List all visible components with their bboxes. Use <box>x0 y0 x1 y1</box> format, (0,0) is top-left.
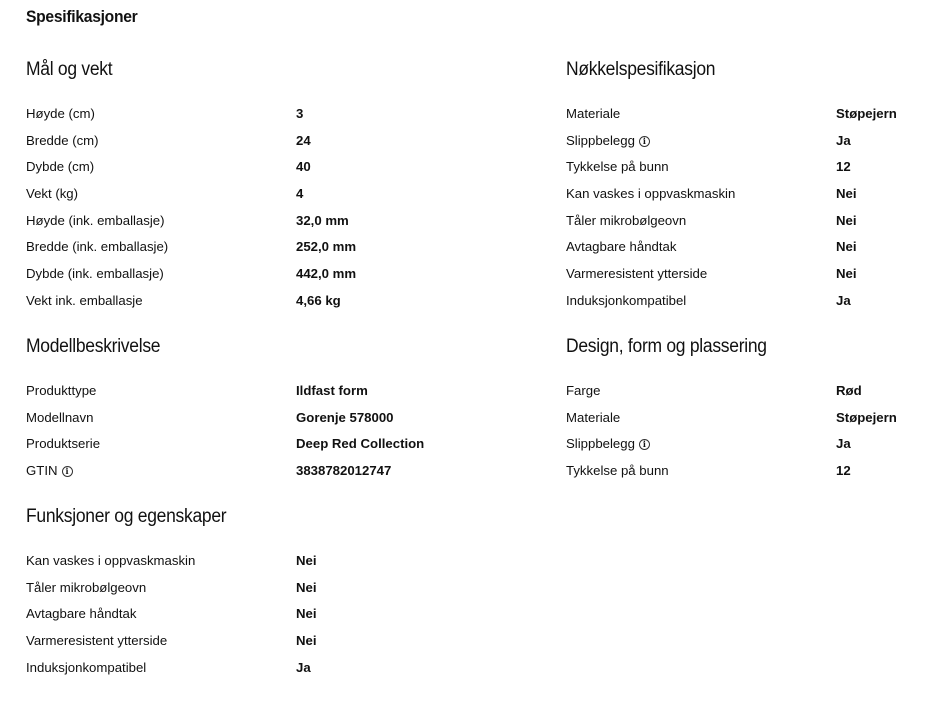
section-title: Design, form og plassering <box>566 336 767 357</box>
spec-value: Støpejern <box>836 106 897 121</box>
spec-row <box>566 265 936 292</box>
info-icon[interactable]: i <box>639 439 650 450</box>
spec-label: Kan vaskes i oppvaskmaskin <box>26 553 196 568</box>
section-title: Modellbeskrivelse <box>26 336 161 357</box>
spec-value: Nei <box>836 186 857 202</box>
spec-label: Tykkelse på bunn <box>566 463 669 479</box>
spec-value: 32,0 mm <box>296 212 349 228</box>
spec-row <box>566 238 936 265</box>
spec-label: Produktserie <box>26 436 101 452</box>
spec-value: 252,0 mm <box>296 239 357 255</box>
spec-row <box>26 292 396 319</box>
spec-value: Nei <box>296 606 317 622</box>
spec-label: Induksjonkompatibel <box>566 292 687 308</box>
spec-label: Vekt (kg) <box>26 186 79 202</box>
spec-row <box>26 238 396 265</box>
spec-row <box>566 409 936 436</box>
spec-value: Nei <box>296 553 317 568</box>
spec-row <box>26 185 396 212</box>
spec-label: Høyde (ink. emballasje) <box>26 212 165 228</box>
spec-label: Bredde (cm) <box>26 132 99 148</box>
spec-row <box>26 552 396 579</box>
spec-row <box>566 382 936 409</box>
spec-row <box>26 632 396 659</box>
spec-row <box>566 158 936 185</box>
spec-label: GTIN <box>26 463 58 479</box>
spec-label: Modellnavn <box>26 409 94 425</box>
spec-label: Avtagbare håndtak <box>26 606 137 622</box>
spec-label: Induksjonkompatibel <box>26 659 147 675</box>
spec-label: Tykkelse på bunn <box>566 159 669 175</box>
spec-label: Tåler mikrobølgeovn <box>566 212 687 228</box>
spec-label: Varmeresistent ytterside <box>566 266 708 282</box>
spec-label: Bredde (ink. emballasje) <box>26 239 169 255</box>
section-title: Nøkkelspesifikasjon <box>566 59 716 80</box>
spec-value: 3 <box>296 106 304 121</box>
spec-label: Dybde (cm) <box>26 159 95 175</box>
spec-row <box>26 158 396 185</box>
spec-value: 12 <box>836 463 851 479</box>
spec-value: Nei <box>296 633 317 649</box>
spec-label: Vekt ink. emballasje <box>26 292 143 308</box>
spec-label: Materiale <box>566 409 621 425</box>
page-title: Spesifikasjoner <box>26 7 138 26</box>
spec-label: Produkttype <box>26 383 97 398</box>
spec-value: Nei <box>836 239 857 255</box>
spec-row <box>26 435 425 462</box>
spec-row <box>566 212 936 239</box>
spec-value: 12 <box>836 159 851 175</box>
spec-value: 40 <box>296 159 311 175</box>
section-title: Mål og vekt <box>26 59 113 80</box>
spec-value: Ja <box>836 436 851 452</box>
spec-row <box>566 292 936 319</box>
spec-row <box>26 462 396 489</box>
spec-label: Slippbelegg <box>566 436 635 452</box>
section-title: Funksjoner og egenskaper <box>26 506 227 527</box>
section-nokkelspesifikasjon <box>566 59 936 319</box>
spec-value: Ja <box>836 292 851 308</box>
info-icon[interactable]: i <box>62 466 73 477</box>
spec-row <box>566 105 936 132</box>
spec-row <box>26 132 396 159</box>
spec-value: Gorenje 578000 <box>296 409 394 425</box>
spec-row <box>26 579 396 606</box>
spec-row <box>26 605 396 632</box>
spec-label: Kan vaskes i oppvaskmaskin <box>566 186 736 202</box>
spec-label: Høyde (cm) <box>26 106 95 121</box>
spec-label: Dybde (ink. emballasje) <box>26 266 164 282</box>
section-design-form-og-plassering <box>566 336 936 489</box>
spec-value: 4 <box>296 186 304 202</box>
info-icon[interactable]: i <box>639 136 650 147</box>
spec-value: Deep Red Collection <box>296 436 425 452</box>
spec-value: Støpejern <box>836 409 897 425</box>
spec-value: Nei <box>836 212 857 228</box>
spec-value: Ildfast form <box>296 383 368 398</box>
spec-label: Varmeresistent ytterside <box>26 633 168 649</box>
spec-value: Nei <box>836 266 857 282</box>
section-modellbeskrivelse <box>26 336 425 489</box>
spec-label: Avtagbare håndtak <box>566 239 677 255</box>
spec-value: 3838782012747 <box>296 463 392 479</box>
spec-value: Ja <box>836 132 851 148</box>
spec-row <box>26 105 396 132</box>
spec-value: Rød <box>836 383 862 398</box>
spec-row <box>566 132 936 159</box>
section-funksjoner-og-egenskaper <box>26 506 396 685</box>
spec-value: 4,66 kg <box>296 292 341 308</box>
spec-label: Slippbelegg <box>566 132 635 148</box>
spec-row <box>26 265 396 292</box>
spec-row <box>26 659 396 686</box>
spec-value: Nei <box>296 579 317 595</box>
spec-row <box>566 185 936 212</box>
spec-label: Tåler mikrobølgeovn <box>26 579 147 595</box>
spec-row <box>566 435 936 462</box>
spec-value: 24 <box>296 132 311 148</box>
spec-label: Materiale <box>566 106 621 121</box>
spec-label: Farge <box>566 383 601 398</box>
spec-value: 442,0 mm <box>296 266 357 282</box>
spec-row <box>566 462 936 489</box>
spec-row <box>26 409 396 436</box>
section-mal-og-vekt <box>26 59 396 319</box>
spec-row <box>26 212 396 239</box>
spec-value: Ja <box>296 659 311 675</box>
spec-row <box>26 382 396 409</box>
